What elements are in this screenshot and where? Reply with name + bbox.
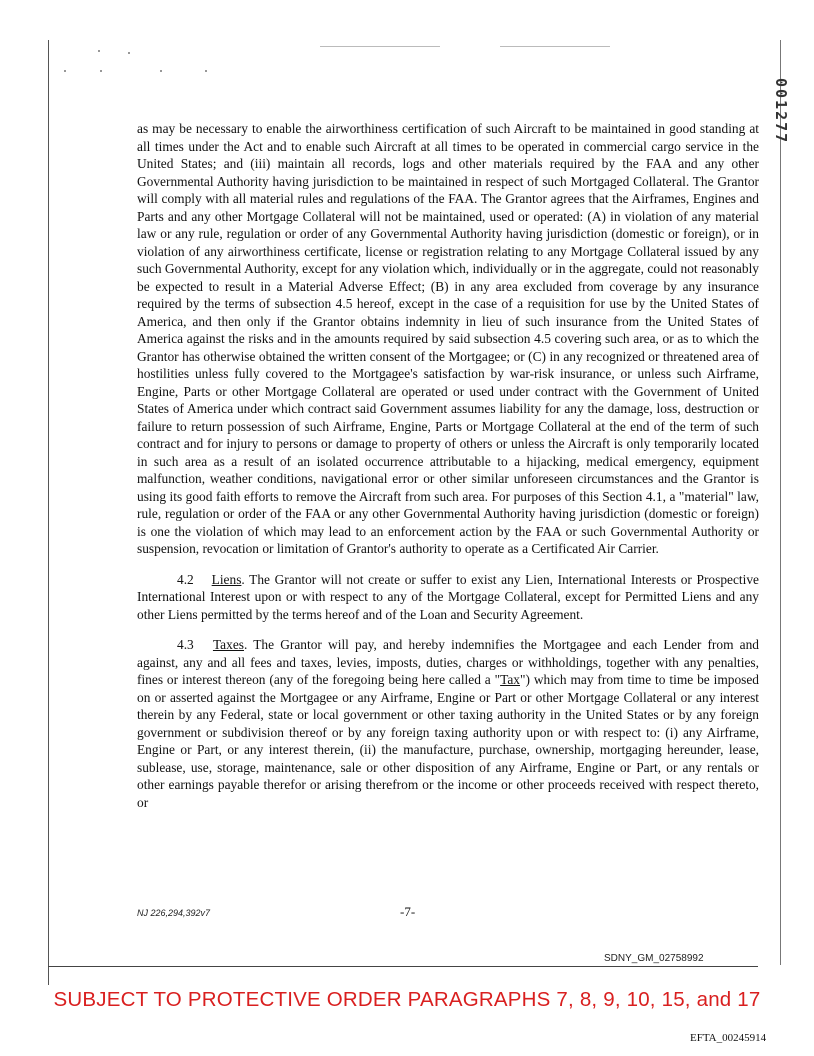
- section-heading: Liens: [211, 571, 242, 587]
- efta-id: EFTA_00245914: [690, 1032, 767, 1044]
- scan-right-border: [780, 40, 781, 965]
- section-4-2-paragraph: [137, 571, 759, 624]
- bates-stamp-vertical: 001277: [772, 78, 790, 145]
- footer-doc-id: NJ 226,294,392v7: [137, 908, 211, 918]
- scan-speck: [64, 70, 66, 72]
- protective-order-banner: SUBJECT TO PROTECTIVE ORDER PARAGRAPHS 7, 8, 9, 10, 15, and 17: [53, 988, 761, 1011]
- paragraph-continuation: as may be necessary to enable the airworthiness certification of such Aircraft to be maintained in good standing at all times under the Act and to enable such Aircraft at all times to be operated in commercial cargo service in the United States; and (iii) maintain all records, logs and other materials required by the FAA and any other Governmental Authority having jurisdiction to be maintained in respect of such Mortgaged Collateral. The Grantor will comply with all material rules and regulations of the FAA. The Grantor agrees that the Airframes, Engines and Parts and any other Mortgage Collateral will not be maintained, used or operated: (A) in violation of any material law or any rule, regulation or order of any Governmental Authority having jurisdiction (domestic or foreign), or in violation of any airworthiness certificate, license or registration relating to any Mortgage Collateral issued by any such Governmental Authority, except for any violation which, individually or in the aggregate, could not reasonably be expected to result in a Material Adverse Effect; (B) in any area excluded from coverage by any insurance required by the terms of subsection 4.5 hereof, except in the case of a requisition for use by the United States of America, and then only if the Grantor obtains indemnity in lieu of such insurance from the United States of America against the risks and in the amounts required by said subsection 4.5 covering such area, or as to which the Grantor has otherwise obtained the written consent of the Mortgagee; or (C) in any recognized or threatened area of hostilities unless fully covered to the Mortgagee's satisfaction by war-risk insurance, or unless such Airframe, Engine, Parts or other Mortgage Collateral are operated or used under contract with the Government of United States of America under which contract said Government assumes liability for any the damage, loss, destruction or failure to return possession of such Airframe, Engine, Parts or Mortgage Collateral at the end of the term of such contract and for injury to persons or damage to property of others or unless the Aircraft is only temporarily located in such area as a result of an isolated occurrence attributable to a hijacking, medical emergency, equipment malfunction, weather conditions, navigational error or other similar unforeseen circumstances and the Grantor is using its good faith efforts to remove the Aircraft from such area. For purposes of this Section 4.1, a "material" law, rule, regulation or order of the FAA or any other Governmental Authority having jurisdiction (domestic or foreign) is one the violation of which may lead to an enforcement action by the FAA or such Governmental Authority or suspension, revocation or limitation of Grantor's authority to operate as a Certificated Air Carrier.: [137, 121, 759, 556]
- scan-speck: [100, 70, 102, 72]
- footer-page-number: -7-: [400, 904, 416, 919]
- scan-bottom-line: [48, 966, 758, 967]
- faint-top-line: [320, 46, 440, 47]
- section-text: . The Grantor will pay, and hereby indemnifies the Mortgagee and each Lender from and against, any and all fees and taxes, levies, imposts, duties, charges or withholdings, together with any penalties, fines or interest thereon (any of the foregoing being here called a ": [137, 637, 759, 687]
- scan-speck: [160, 70, 162, 72]
- section-text: ") which may from time to time be imposed on or asserted against the Mortgagee or any Airframe, Engine or Part or other Mortgage Collateral or any interest therein by any Federal, state or local government or other taxing authority in the United States or by any foreign government or subdivision thereof or by any foreign taxing authority upon or with respect to: (i) any Airframe, Engine or Part, or any interest therein, (ii) the manufacture, purchase, ownership, mortgaging hereunder, lease, sublease, use, storage, maintenance, sale or other disposition of any Airframe, Engine or Part, or any rentals or other earnings payable therefor or arising therefrom or the income or other proceeds received with respect thereto, or: [137, 672, 759, 810]
- section-heading: Taxes: [212, 637, 244, 652]
- scan-speck: [128, 52, 130, 54]
- scan-speck: [98, 50, 100, 52]
- bates-number: SDNY_GM_02758992: [604, 953, 704, 964]
- scan-speck: [205, 70, 207, 72]
- faint-top-line: [500, 46, 610, 47]
- defined-term: Tax: [500, 672, 521, 687]
- section-number: 4.2: [177, 571, 194, 587]
- section-number: 4.3: [177, 637, 194, 652]
- section-4-3-paragraph: [137, 636, 759, 811]
- page-text: [137, 120, 759, 824]
- scan-left-border: [48, 40, 49, 985]
- section-text: . The Grantor will not create or suffer to exist any Lien, International Interests or Prospective International Interest upon or with respect to any of the Mortgage Collateral, except for Permitted Liens and any other Liens permitted by the terms hereof and of the Loan and Security Agreement.: [137, 571, 759, 622]
